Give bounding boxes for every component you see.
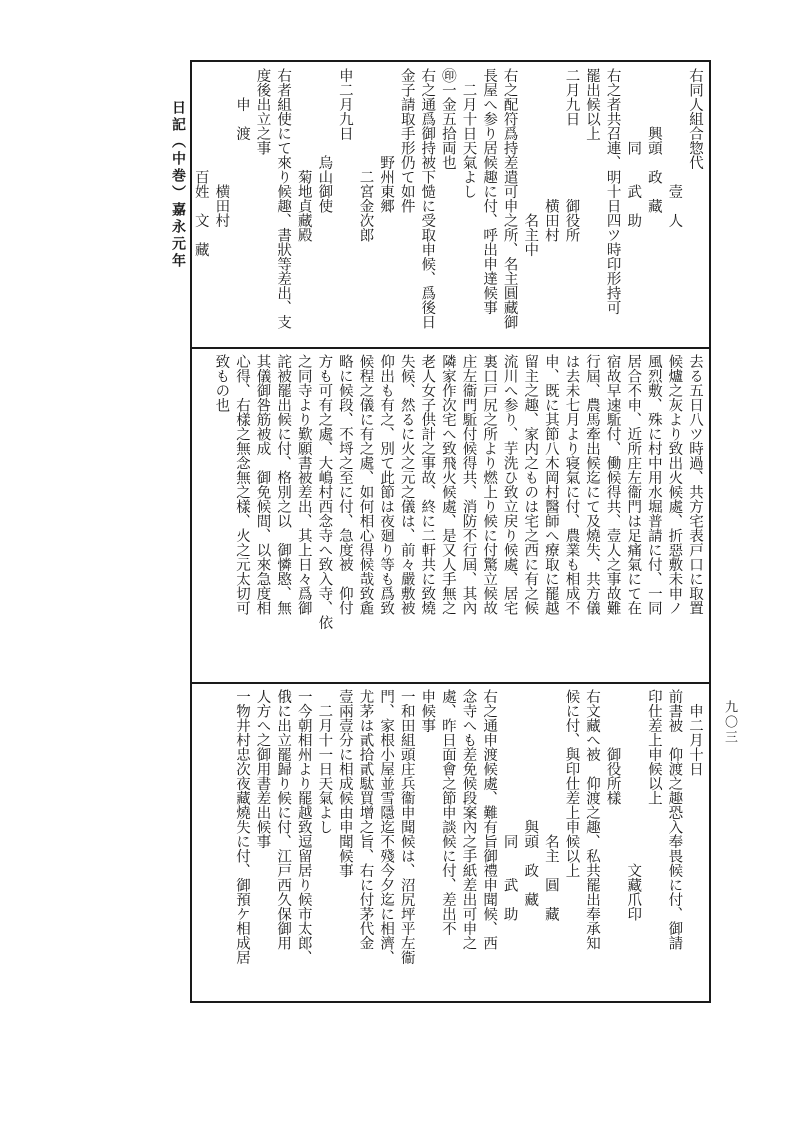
lower-text: 申二月十日 前書被 仰渡之趣恐入奉畏候に付、御請 印仕差上申候以上 文藏爪印 御役所樣 右文藏へ被 仰渡之趣、私共罷出奉承知 候に付、與印仕差上申候以上 名主 圓 藏 與頭 政 藏 同 武 助 右之通申渡候處、難有旨御禮申聞候、西 念寺へも差免候段案內之手紙差出可申之 處、昨日面會之節申談候に付、差出不 申候事 一和田組頭庄兵衞申聞候は、沼尻坪平左衞 門、家根小屋並雪隱迄不殘今夕迄に相濟、 尤茅は貳拾貳駄買增之旨、右に付茅代金 壹兩壹分に相成候由申聞候事 二月十一日天氣よし 一今朝相州より罷越致逗留居り候市太郎、 俄に出立罷歸り候に付、江戸西久保御用 人方へ之御用書差出候事 一物井村忠次夜藏燒失に付、御預ケ相成居 [233, 689, 703, 965]
section-divider-1 [192, 347, 709, 349]
middle-text: 去る五日八ツ時過、共方宅表戸口に取置 候爐之灰より致出火候處、折惡敷未申ノ 風烈敷、殊に村中用水堀普請に付、一同 居合不申、近所庄左衞門は足痛氣にて在 宿故早速駈付、働候得共、壹人之事故難 行屆、農馬牽出候迄にて及燒失、共方儀 は去未七月より寝氣に付、農業も相成不 申、既に其節八木岡村醫師へ療取に罷越 留主之趣、家内之ものは宅之西に有之候 流川へ参り、芋洗ひ致立戻り候處、居宅 裏口戸尻之所より燃上り候に付驚立候故 庄左衞門駈付候得共、消防不行屆、其內 隣家作次宅へ致飛火候處、是又人手無之 老人女子供計之事故、終に二軒共に致燒 失候、然るに火之元之儀は、前々嚴敷被 仰出も有之、別て此節は夜廻り等も爲致 候程之儀に有之處、如何相心得候哉致麁 略に候段、不埒之至に付、急度被 仰付 方も可有之處、大嶋村西念寺へ致入寺、依 之同寺より歎願書被差出、其上日々爲御 詫被罷出候に付、格別之以 御憐愍、無 其儀御咎筋被成 御免候間、以來急度相 心得、右樣之無念無之樣、火之元太切可 致もの也 [213, 354, 703, 630]
section-divider-2 [192, 682, 709, 684]
page-number: 九〇三 [722, 700, 737, 745]
upper-text: 右同人組合惣代 壹 人 興頭 政 藏 同 武 助 右之者共召連、明十日四ツ時印形持可 罷出候以上 二月九日 御役所 横田村 名主中 右之配符爲持差遣可申之所、名主圓藏御 長屋へ参り居候趣に付、呼出申達候事 二月十日天氣よし ㊞一金五拾両也 右之通爲御持被下慥に受取申候、爲後日 金子請取手形仍て如件 野州東郷 二宮金次郎 申二月九日 烏山御使 菊地貞藏殿 右者組使にて來り候趣、書狀等差出、支 度後出立之事 申 渡 横田村 百姓 文 藏 [192, 68, 703, 329]
text-frame [190, 60, 711, 1003]
upper-section [192, 68, 709, 341]
running-title: 日記（中巻）嘉永元年 [170, 100, 186, 270]
lower-section [192, 689, 709, 995]
middle-section [192, 354, 709, 676]
